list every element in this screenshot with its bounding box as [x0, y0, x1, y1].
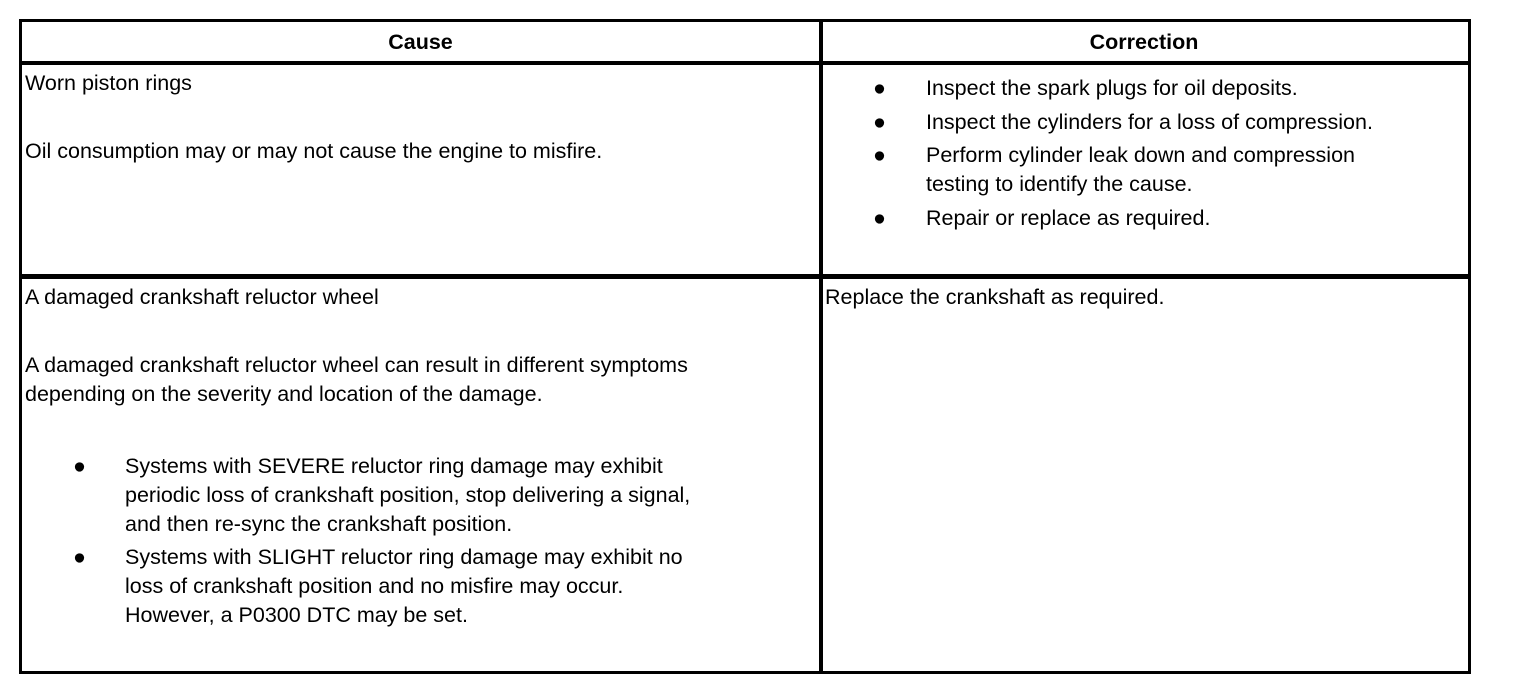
list-item-text: periodic loss of crankshaft position, stop delivering a signal,	[125, 483, 691, 507]
list-item	[25, 543, 805, 630]
list-item	[870, 108, 1470, 137]
row1-cause-cell	[25, 69, 805, 166]
list-item-text: Systems with SLIGHT reluctor ring damage may exhibit no	[125, 545, 683, 569]
column-header-cause: Cause	[388, 30, 453, 54]
list-item-text: Perform cylinder leak down and compression	[926, 143, 1356, 167]
list-item-text: Inspect the cylinders for a loss of compression.	[926, 109, 1373, 134]
list-item-text: Repair or replace as required.	[926, 205, 1211, 230]
list-item-text: Systems with SEVERE reluctor ring damage may exhibit	[125, 454, 663, 478]
row-divider	[22, 274, 1468, 279]
cause-title: A damaged crankshaft reluctor wheel	[25, 285, 379, 309]
list-item	[870, 74, 1470, 103]
correction-steps-list	[870, 74, 1470, 233]
list-item-text: testing to identify the cause.	[926, 172, 1193, 196]
column-divider	[819, 22, 823, 671]
cause-description: Oil consumption may or may not cause the engine to misfire.	[25, 139, 603, 163]
list-item-text: loss of crankshaft position and no misfire may occur.	[125, 574, 624, 598]
cause-description: depending on the severity and location of the damage.	[25, 382, 543, 406]
row1-correction-cell	[870, 74, 1470, 237]
bullet-icon: ●	[873, 109, 886, 134]
list-item-text: Inspect the spark plugs for oil deposits.	[926, 76, 1298, 100]
row2-correction-cell	[825, 283, 1465, 312]
header-divider	[22, 61, 1468, 65]
list-item-text: However, a P0300 DTC may be set.	[125, 603, 468, 627]
list-item	[870, 204, 1470, 233]
list-item	[25, 452, 805, 539]
bullet-icon: ●	[73, 545, 86, 569]
cause-description: A damaged crankshaft reluctor wheel can result in different symptoms	[25, 353, 688, 377]
bullet-icon: ●	[873, 205, 886, 230]
bullet-icon: ●	[73, 454, 86, 478]
correction-text: Replace the crankshaft as required.	[825, 285, 1165, 309]
bullet-icon: ●	[873, 143, 886, 167]
row2-cause-cell	[25, 283, 805, 634]
cause-title: Worn piston rings	[25, 71, 192, 95]
symptom-list	[25, 452, 805, 630]
bullet-icon: ●	[873, 76, 886, 100]
column-header-correction: Correction	[1089, 30, 1199, 54]
list-item	[870, 141, 1470, 199]
list-item-text: and then re-sync the crankshaft position.	[125, 512, 513, 536]
